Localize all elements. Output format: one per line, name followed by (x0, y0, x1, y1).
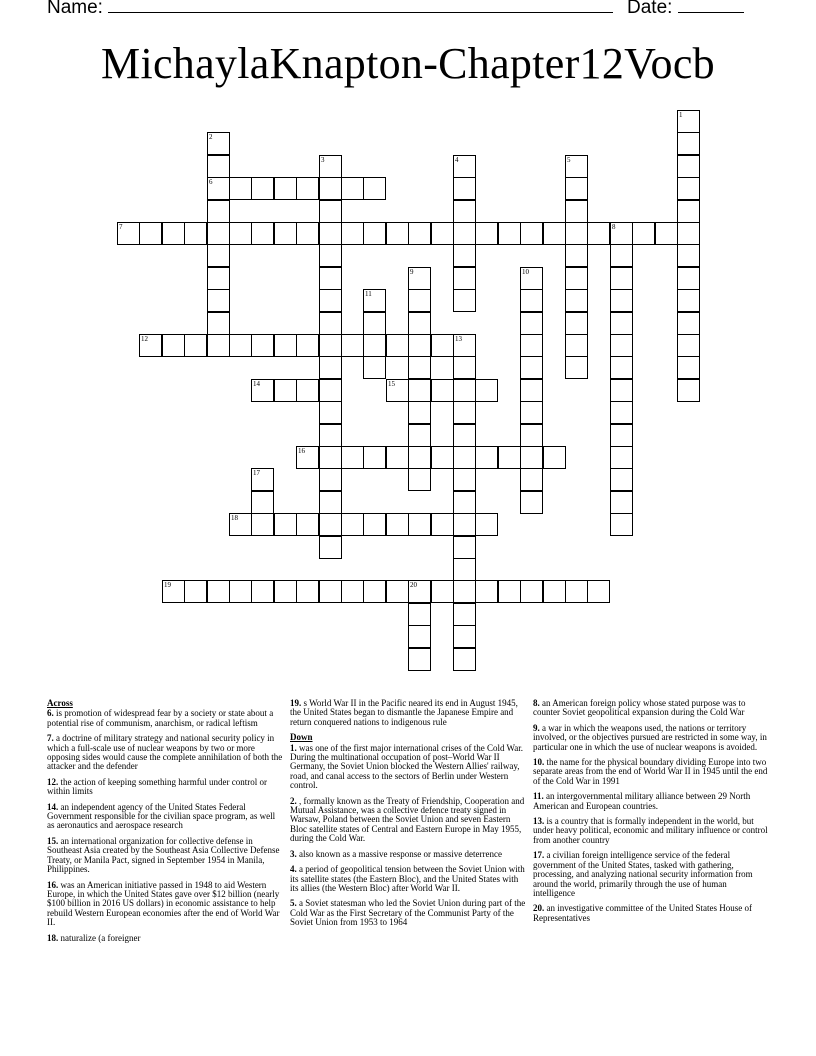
clue-number: 8. (533, 698, 540, 708)
grid-cell[interactable] (498, 222, 521, 245)
grid-cell[interactable] (319, 334, 342, 357)
clue (290, 744, 526, 791)
grid-cell[interactable] (274, 580, 297, 603)
clue-text: an American foreign policy whose stated purpose was to counter Soviet geopolitical expansion during the Cold War (533, 698, 746, 718)
grid-cell[interactable] (251, 491, 274, 514)
grid-cell[interactable] (207, 132, 230, 155)
grid-cell[interactable] (363, 334, 386, 357)
grid-cell[interactable] (677, 334, 700, 357)
clue-text: a war in which the weapons used, the nations or territory involved, or the objectives pursued are restricted in some way, in particular one in which the use of nuclear weapons is avoided. (533, 722, 767, 752)
grid-cell[interactable] (453, 200, 476, 223)
grid-cell[interactable] (408, 446, 431, 469)
grid-cell[interactable] (475, 446, 498, 469)
grid-cell[interactable] (543, 446, 566, 469)
grid-cell[interactable] (565, 155, 588, 178)
clue-text: the name for the physical boundary dividing Europe into two separate areas from the end of World War II in 1945 until the end of the Cold War in 1991 (533, 757, 768, 786)
grid-cell[interactable] (341, 222, 364, 245)
grid-cell[interactable] (319, 244, 342, 267)
grid-cell[interactable] (610, 401, 633, 424)
grid-cell[interactable] (386, 222, 409, 245)
clue-text: a Soviet statesman who led the Soviet Union during part of the Cold War as the First Secretary of the Communist Party of the Soviet Union from 1953 to 1964 (290, 898, 526, 928)
grid-cell[interactable] (363, 289, 386, 312)
grid-cell[interactable] (520, 401, 543, 424)
grid-cell[interactable] (319, 401, 342, 424)
grid-cell[interactable] (408, 267, 431, 290)
grid-cell[interactable] (431, 222, 454, 245)
grid-cell[interactable] (363, 222, 386, 245)
clue (47, 803, 283, 831)
cell-number: 8 (612, 223, 616, 231)
grid-cell[interactable] (431, 446, 454, 469)
cell-number: 12 (141, 335, 148, 343)
grid-cell[interactable] (610, 289, 633, 312)
grid-cell[interactable] (408, 379, 431, 402)
grid-cell[interactable] (319, 379, 342, 402)
grid-cell[interactable] (408, 424, 431, 447)
grid-cell[interactable] (229, 580, 252, 603)
grid-cell[interactable] (251, 222, 274, 245)
cell-number: 15 (388, 380, 395, 388)
clue-number: 9. (533, 722, 540, 733)
grid-cell[interactable] (498, 580, 521, 603)
grid-cell[interactable] (677, 222, 700, 245)
clue-text: an independent agency of the United States Federal Government responsible for the civilian space program, as well as aeronautics and aerospace research (47, 801, 276, 831)
grid-cell[interactable] (453, 625, 476, 648)
clue-number: 10. (533, 757, 545, 768)
grid-cell[interactable] (632, 222, 655, 245)
clue (533, 904, 769, 923)
grid-cell[interactable] (520, 289, 543, 312)
grid-cell[interactable] (319, 177, 342, 200)
grid-cell[interactable] (386, 446, 409, 469)
clue (47, 837, 283, 875)
grid-cell[interactable] (677, 244, 700, 267)
grid-cell[interactable] (386, 513, 409, 536)
clue-text: a civilian foreign intelligence service of the federal government of the United States, tasked with gathering, processing, and analyzing national security information from around the world, primarily through the use of human intelligence (533, 850, 753, 898)
grid-cell[interactable] (319, 200, 342, 223)
clue-text: a doctrine of military strategy and national security policy in which a full-scale use of nuclear weapons by two or more opposing sides would cause the complete annihilation of both the attacker and the defender (47, 733, 283, 772)
grid-cell[interactable] (296, 334, 319, 357)
grid-cell[interactable] (520, 468, 543, 491)
grid-cell[interactable] (341, 334, 364, 357)
clue-number: 18. (47, 932, 59, 943)
cell-number: 10 (522, 268, 529, 276)
grid-cell[interactable] (453, 446, 476, 469)
clue (47, 709, 283, 728)
clues-column-2 (290, 699, 526, 934)
grid-cell[interactable] (319, 513, 342, 536)
clue (533, 758, 769, 786)
clue-text: an international organization for collective defense in Southeast Asia created by the Southeast Asia Collective Defense Treaty, or Manila Pact, signed in September 1954 in Manila, Philippines. (47, 835, 280, 875)
grid-cell[interactable] (229, 513, 252, 536)
clue-text: also known as a massive response or massive deterrence (296, 848, 502, 859)
grid-cell[interactable] (363, 580, 386, 603)
grid-cell[interactable] (363, 312, 386, 335)
grid-cell[interactable] (475, 580, 498, 603)
grid-cell[interactable] (319, 267, 342, 290)
clue (47, 881, 283, 928)
grid-cell[interactable] (296, 177, 319, 200)
grid-cell[interactable] (139, 222, 162, 245)
grid-cell[interactable] (207, 177, 230, 200)
grid-cell[interactable] (453, 491, 476, 514)
clue-number: 19. (290, 698, 302, 708)
grid-cell[interactable] (274, 222, 297, 245)
grid-cell[interactable] (610, 491, 633, 514)
grid-cell[interactable] (408, 312, 431, 335)
cell-number: 18 (231, 514, 238, 522)
grid-cell[interactable] (341, 177, 364, 200)
clue-number: 3. (290, 848, 297, 859)
grid-cell[interactable] (543, 222, 566, 245)
grid-cell[interactable] (498, 446, 521, 469)
cell-number: 17 (253, 469, 260, 477)
clue-text: an investigative committee of the United States House of Representatives (533, 903, 752, 923)
cell-number: 20 (410, 581, 417, 589)
grid-cell[interactable] (296, 580, 319, 603)
grid-cell[interactable] (677, 155, 700, 178)
clue (533, 792, 769, 811)
grid-cell[interactable] (319, 356, 342, 379)
clue-text: was an American initiative passed in 1948 to aid Western Europe, in which the United States gave over $12 billion (nearly $100 billion in 2016 US dollars) in economic assistance to help rebuild Western European economies after the end of World War II. (47, 879, 280, 928)
grid-cell[interactable] (251, 513, 274, 536)
grid-cell[interactable] (655, 222, 678, 245)
grid-cell[interactable] (677, 177, 700, 200)
grid-cell[interactable] (207, 580, 230, 603)
grid-cell[interactable] (565, 289, 588, 312)
grid-cell[interactable] (207, 200, 230, 223)
grid-cell[interactable] (117, 222, 140, 245)
grid-cell[interactable] (453, 177, 476, 200)
grid-cell[interactable] (319, 155, 342, 178)
grid-cell[interactable] (207, 222, 230, 245)
grid-cell[interactable] (274, 379, 297, 402)
grid-cell[interactable] (520, 446, 543, 469)
grid-cell[interactable] (453, 648, 476, 671)
grid-cell[interactable] (453, 468, 476, 491)
date-label: Date: (627, 0, 673, 18)
grid-cell[interactable] (453, 603, 476, 626)
clue-number: 11. (533, 791, 544, 802)
clue-number: 1. (290, 742, 297, 753)
clue-number: 5. (290, 898, 297, 909)
grid-cell[interactable] (453, 356, 476, 379)
grid-cell[interactable] (610, 312, 633, 335)
grid-cell[interactable] (363, 177, 386, 200)
cell-number: 6 (209, 178, 213, 186)
grid-cell[interactable] (475, 379, 498, 402)
grid-cell[interactable] (610, 446, 633, 469)
grid-cell[interactable] (453, 289, 476, 312)
grid-cell[interactable] (475, 513, 498, 536)
grid-cell[interactable] (677, 289, 700, 312)
clue (290, 797, 526, 844)
cell-number: 3 (321, 156, 325, 164)
grid-cell[interactable] (229, 177, 252, 200)
grid-cell[interactable] (453, 536, 476, 559)
clue (533, 699, 769, 718)
grid-cell[interactable] (274, 177, 297, 200)
grid-cell[interactable] (229, 334, 252, 357)
grid-cell[interactable] (453, 244, 476, 267)
clue (290, 699, 526, 727)
grid-cell[interactable] (677, 379, 700, 402)
grid-cell[interactable] (229, 222, 252, 245)
grid-cell[interactable] (408, 648, 431, 671)
grid-cell[interactable] (319, 446, 342, 469)
clue-number: 16. (47, 879, 59, 890)
grid-cell[interactable] (431, 334, 454, 357)
cell-number: 16 (298, 447, 305, 455)
grid-cell[interactable] (184, 334, 207, 357)
cell-number: 13 (455, 335, 462, 343)
clue-number: 15. (47, 835, 59, 846)
grid-cell[interactable] (408, 513, 431, 536)
grid-cell[interactable] (341, 580, 364, 603)
grid-cell[interactable] (341, 446, 364, 469)
grid-cell[interactable] (408, 289, 431, 312)
cell-number: 5 (567, 156, 571, 164)
clue (47, 734, 283, 772)
cell-number: 11 (365, 290, 372, 298)
grid-cell[interactable] (207, 155, 230, 178)
grid-cell[interactable] (565, 244, 588, 267)
clue-text: s World War II in the Pacific neared its end in August 1945, the United States began to dismantle the Japanese Empire and return conquered nations to indigenous rule (290, 698, 518, 727)
grid-cell[interactable] (677, 356, 700, 379)
grid-cell[interactable] (251, 334, 274, 357)
grid-cell[interactable] (251, 468, 274, 491)
grid-cell[interactable] (207, 334, 230, 357)
grid-cell[interactable] (319, 424, 342, 447)
grid-cell[interactable] (677, 200, 700, 223)
grid-cell[interactable] (520, 379, 543, 402)
clue (47, 778, 283, 797)
grid-cell[interactable] (319, 468, 342, 491)
grid-cell[interactable] (386, 334, 409, 357)
grid-cell[interactable] (610, 424, 633, 447)
clue-number: 7. (47, 733, 54, 744)
grid-cell[interactable] (319, 289, 342, 312)
clue-text: an intergovernmental military alliance between 29 North American and European countries. (533, 791, 751, 811)
grid-cell[interactable] (363, 356, 386, 379)
grid-cell[interactable] (453, 580, 476, 603)
clue-number: 14. (47, 801, 59, 812)
grid-cell[interactable] (251, 580, 274, 603)
name-label: Name: (47, 0, 103, 18)
grid-cell[interactable] (453, 267, 476, 290)
grid-cell[interactable] (296, 446, 319, 469)
clue-number: 4. (290, 864, 297, 875)
grid-cell[interactable] (251, 379, 274, 402)
grid-cell[interactable] (453, 379, 476, 402)
grid-cell[interactable] (565, 580, 588, 603)
clue (47, 934, 283, 943)
cell-number: 14 (253, 380, 260, 388)
grid-cell[interactable] (565, 356, 588, 379)
grid-cell[interactable] (610, 513, 633, 536)
grid-cell[interactable] (610, 356, 633, 379)
grid-cell[interactable] (386, 580, 409, 603)
clue (533, 851, 769, 898)
grid-cell[interactable] (520, 424, 543, 447)
grid-cell[interactable] (453, 401, 476, 424)
clue-number: 13. (533, 816, 545, 827)
grid-cell[interactable] (408, 334, 431, 357)
cell-number: 1 (679, 111, 683, 119)
clue (290, 899, 526, 927)
grid-cell[interactable] (453, 334, 476, 357)
clue-number: 6. (47, 708, 54, 719)
clues-column-1 (47, 699, 283, 949)
grid-cell[interactable] (587, 580, 610, 603)
grid-cell[interactable] (251, 177, 274, 200)
clue-number: 20. (533, 903, 545, 914)
grid-cell[interactable] (677, 110, 700, 133)
grid-cell[interactable] (408, 468, 431, 491)
clue-text: , formally known as the Treaty of Friendship, Cooperation and Mutual Assistance, was a collective defence treaty signed in Warsaw, Poland between the Soviet Union and seven Eastern Bloc satellite states of Central and Eastern Europe in May 1955, during the Cold War. (290, 795, 525, 844)
clue-number: 17. (533, 850, 545, 861)
grid-cell[interactable] (453, 155, 476, 178)
grid-cell[interactable] (610, 379, 633, 402)
grid-cell[interactable] (408, 401, 431, 424)
clue (290, 850, 526, 859)
grid-cell[interactable] (162, 334, 185, 357)
clue-text: naturalize (a foreigner (58, 932, 141, 943)
grid-cell[interactable] (610, 267, 633, 290)
grid-cell[interactable] (677, 267, 700, 290)
clue-number: 2. (290, 795, 297, 806)
grid-cell[interactable] (274, 513, 297, 536)
grid-cell[interactable] (610, 244, 633, 267)
grid-cell[interactable] (319, 222, 342, 245)
grid-cell[interactable] (207, 244, 230, 267)
clue (533, 724, 769, 752)
clues-column-3 (533, 699, 769, 929)
grid-cell[interactable] (341, 513, 364, 536)
grid-cell[interactable] (296, 222, 319, 245)
clue (290, 865, 526, 893)
grid-cell[interactable] (408, 580, 431, 603)
grid-cell[interactable] (565, 222, 588, 245)
grid-cell[interactable] (453, 513, 476, 536)
grid-cell[interactable] (319, 536, 342, 559)
grid-cell[interactable] (386, 379, 409, 402)
grid-cell[interactable] (610, 222, 633, 245)
grid-cell[interactable] (207, 267, 230, 290)
grid-cell[interactable] (139, 334, 162, 357)
grid-cell[interactable] (453, 424, 476, 447)
clue-text: a period of geopolitical tension between the Soviet Union with its satellite states (the Eastern Bloc), and the United States with its allies (the Western Bloc) after World War II. (290, 864, 525, 893)
grid-cell[interactable] (363, 446, 386, 469)
grid-cell[interactable] (207, 289, 230, 312)
grid-cell[interactable] (162, 580, 185, 603)
clue-text: was one of the first major international crises of the Cold War. During the multinational occupation of post–World War II Germany, the Soviet Union blocked the Western Allies' railway, road, and canal access to the sectors of Berlin under Western control. (290, 742, 524, 791)
grid-cell[interactable] (520, 356, 543, 379)
cell-number: 19 (164, 581, 171, 589)
grid-cell[interactable] (453, 222, 476, 245)
grid-cell[interactable] (677, 132, 700, 155)
grid-cell[interactable] (319, 312, 342, 335)
clue-text: the action of keeping something harmful under control or within limits (47, 776, 267, 797)
grid-cell[interactable] (319, 491, 342, 514)
grid-cell[interactable] (184, 222, 207, 245)
grid-cell[interactable] (520, 267, 543, 290)
grid-cell[interactable] (520, 312, 543, 335)
grid-cell[interactable] (543, 580, 566, 603)
grid-cell[interactable] (520, 580, 543, 603)
cell-number: 2 (209, 133, 213, 141)
grid-cell[interactable] (296, 379, 319, 402)
grid-cell[interactable] (453, 558, 476, 581)
grid-cell[interactable] (408, 222, 431, 245)
clue (533, 817, 769, 845)
grid-cell[interactable] (610, 468, 633, 491)
grid-cell[interactable] (408, 603, 431, 626)
grid-cell[interactable] (587, 222, 610, 245)
grid-cell[interactable] (408, 625, 431, 648)
grid-cell[interactable] (520, 222, 543, 245)
cell-number: 7 (119, 223, 123, 231)
cell-number: 4 (455, 156, 459, 164)
grid-cell[interactable] (565, 334, 588, 357)
grid-cell[interactable] (610, 334, 633, 357)
grid-cell[interactable] (475, 222, 498, 245)
grid-cell[interactable] (431, 513, 454, 536)
cell-number: 9 (410, 268, 414, 276)
grid-cell[interactable] (319, 580, 342, 603)
grid-cell[interactable] (296, 513, 319, 536)
grid-cell[interactable] (431, 580, 454, 603)
grid-cell[interactable] (274, 334, 297, 357)
grid-cell[interactable] (565, 312, 588, 335)
clue-text: is a country that is formally independent in the world, but under heavy political, economic and military influence or control from another country (533, 816, 768, 845)
grid-cell[interactable] (184, 580, 207, 603)
grid-cell[interactable] (565, 267, 588, 290)
grid-cell[interactable] (565, 177, 588, 200)
grid-cell[interactable] (565, 200, 588, 223)
across-heading: Across (47, 698, 73, 708)
grid-cell[interactable] (408, 356, 431, 379)
grid-cell[interactable] (431, 379, 454, 402)
grid-cell[interactable] (207, 312, 230, 335)
grid-cell[interactable] (162, 222, 185, 245)
grid-cell[interactable] (520, 491, 543, 514)
down-heading: Down (290, 732, 313, 743)
clue-number: 12. (47, 776, 59, 787)
grid-cell[interactable] (520, 334, 543, 357)
page-title: MichaylaKnapton-Chapter12Vocb (101, 39, 715, 88)
grid-cell[interactable] (363, 513, 386, 536)
grid-cell[interactable] (677, 312, 700, 335)
clue-text: is promotion of widespread fear by a society or state about a potential rise of communism, anarchism, or radical leftism (47, 708, 274, 728)
